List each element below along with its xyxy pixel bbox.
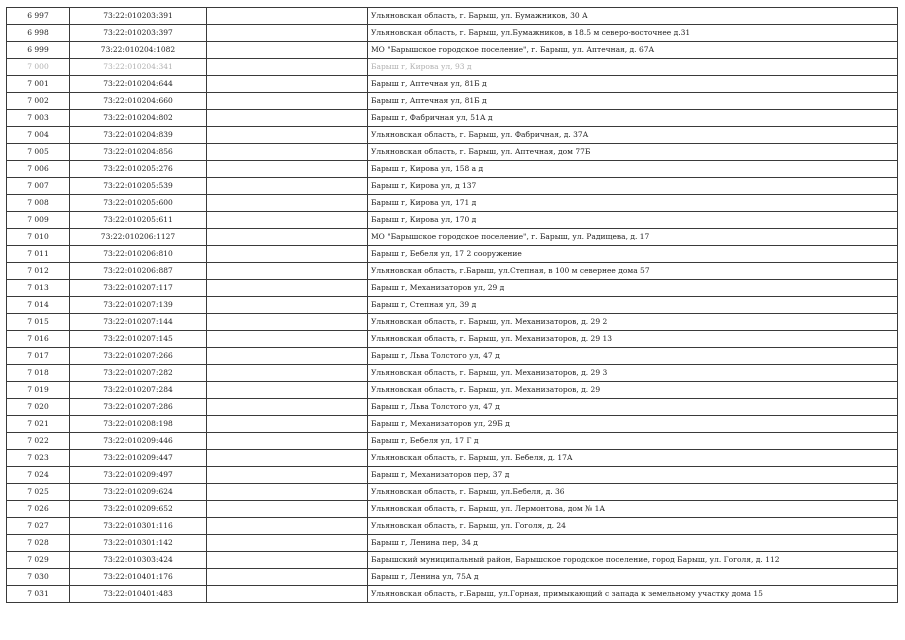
cadastral-number-cell: 73:22:010401:176 [70,569,207,586]
row-number-cell: 6 998 [7,25,70,42]
empty-cell [207,93,368,110]
row-number-cell: 7 020 [7,399,70,416]
address-cell: Барыш г, Механизаторов ул, 29 д [368,280,898,297]
empty-cell [207,178,368,195]
cadastral-number-cell: 73:22:010204:839 [70,127,207,144]
row-number-cell: 7 028 [7,535,70,552]
address-cell: Барыш г, Кирова ул, 170 д [368,212,898,229]
empty-cell [207,25,368,42]
address-cell: Ульяновская область, г. Барыш, ул. Аптечная, дом 77Б [368,144,898,161]
empty-cell [207,297,368,314]
cadastral-number-cell: 73:22:010209:497 [70,467,207,484]
row-number-cell: 7 030 [7,569,70,586]
cadastral-number-cell: 73:22:010207:284 [70,382,207,399]
address-cell: Барыш г, Бебеля ул, 17 2 сооружение [368,246,898,263]
address-cell: Ульяновская область, г. Барыш, ул. Бебеля, д. 17А [368,450,898,467]
table-row [7,586,898,603]
cadastral-number-cell: 73:22:010303:424 [70,552,207,569]
cadastral-number-cell: 73:22:010204:660 [70,93,207,110]
table-row [7,127,898,144]
row-number-cell: 7 005 [7,144,70,161]
row-number-cell: 6 997 [7,8,70,25]
address-cell: Ульяновская область, г. Барыш, ул. Механизаторов, д. 29 3 [368,365,898,382]
address-cell: Барышский муниципальный район, Барышское городское поселение, город Барыш, ул. Гоголя, д. 112 [368,552,898,569]
address-cell: Ульяновская область, г. Барыш, ул. Механизаторов, д. 29 13 [368,331,898,348]
cadastral-number-cell: 73:22:010207:282 [70,365,207,382]
row-number-cell: 7 013 [7,280,70,297]
cadastral-number-cell: 73:22:010207:266 [70,348,207,365]
empty-cell [207,399,368,416]
empty-cell [207,569,368,586]
address-cell: Ульяновская область, г. Барыш, ул.Бебеля, д. 36 [368,484,898,501]
row-number-cell: 7 014 [7,297,70,314]
table-row [7,416,898,433]
cadastral-number-cell: 73:22:010206:1127 [70,229,207,246]
table-row [7,25,898,42]
table-row [7,110,898,127]
cadastral-number-cell: 73:22:010205:539 [70,178,207,195]
empty-cell [207,484,368,501]
cadastral-number-cell: 73:22:010209:447 [70,450,207,467]
empty-cell [207,535,368,552]
table-row [7,246,898,263]
empty-cell [207,76,368,93]
address-cell: Ульяновская область, г. Барыш, ул. Бумажников, 30 А [368,8,898,25]
empty-cell [207,365,368,382]
cadastral-number-cell: 73:22:010204:1082 [70,42,207,59]
row-number-cell: 7 001 [7,76,70,93]
address-cell: Ульяновская область, г. Барыш, ул. Фабричная, д. 37А [368,127,898,144]
table-row [7,552,898,569]
table-row [7,535,898,552]
empty-cell [207,110,368,127]
table-row [7,467,898,484]
empty-cell [207,416,368,433]
row-number-cell: 7 010 [7,229,70,246]
address-cell: Барыш г, Механизаторов ул, 29Б д [368,416,898,433]
table-row [7,433,898,450]
table-row [7,382,898,399]
empty-cell [207,467,368,484]
table-row [7,365,898,382]
address-cell: Барыш г, Аптечная ул, 81Б д [368,93,898,110]
table-row [7,314,898,331]
cadastral-number-cell: 73:22:010205:600 [70,195,207,212]
table-row [7,501,898,518]
row-number-cell: 7 022 [7,433,70,450]
cadastral-number-cell: 73:22:010207:145 [70,331,207,348]
cadastral-number-cell: 73:22:010207:139 [70,297,207,314]
row-number-cell: 7 006 [7,161,70,178]
address-cell: Барыш г, Кирова ул, 158 а д [368,161,898,178]
table-row [7,59,898,76]
row-number-cell: 7 004 [7,127,70,144]
table-row [7,569,898,586]
empty-cell [207,59,368,76]
row-number-cell: 7 003 [7,110,70,127]
table-row [7,399,898,416]
cadastral-number-cell: 73:22:010401:483 [70,586,207,603]
cadastral-number-cell: 73:22:010204:856 [70,144,207,161]
row-number-cell: 7 007 [7,178,70,195]
address-cell: Ульяновская область, г. Барыш, ул. Механизаторов, д. 29 [368,382,898,399]
cadastral-number-cell: 73:22:010207:117 [70,280,207,297]
empty-cell [207,144,368,161]
row-number-cell: 7 023 [7,450,70,467]
row-number-cell: 7 016 [7,331,70,348]
empty-cell [207,229,368,246]
row-number-cell: 7 026 [7,501,70,518]
table-row [7,212,898,229]
cadastral-number-cell: 73:22:010203:391 [70,8,207,25]
address-cell: Ульяновская область, г. Барыш, ул. Механизаторов, д. 29 2 [368,314,898,331]
cadastral-number-cell: 73:22:010203:397 [70,25,207,42]
address-cell: Барыш г, Ленина ул, 75А д [368,569,898,586]
empty-cell [207,552,368,569]
table-row [7,450,898,467]
row-number-cell: 7 008 [7,195,70,212]
cadastral-number-cell: 73:22:010209:446 [70,433,207,450]
address-cell: Барыш г, Фабричная ул, 51А д [368,110,898,127]
table-row [7,484,898,501]
empty-cell [207,8,368,25]
table-row [7,42,898,59]
cadastral-number-cell: 73:22:010206:887 [70,263,207,280]
address-cell: Барыш г, Кирова ул, д 137 [368,178,898,195]
cadastral-number-cell: 73:22:010301:116 [70,518,207,535]
row-number-cell: 7 024 [7,467,70,484]
table-row [7,518,898,535]
empty-cell [207,382,368,399]
address-cell: Ульяновская область, г. Барыш, ул.Бумажников, в 18.5 м северо-восточнее д.31 [368,25,898,42]
address-cell: МО "Барышское городское поселение", г. Барыш, ул. Аптечная, д. 67А [368,42,898,59]
address-cell: Барыш г, Аптечная ул, 81Б д [368,76,898,93]
cadastral-number-cell: 73:22:010204:644 [70,76,207,93]
register-table [6,7,898,603]
cadastral-number-cell: 73:22:010204:341 [70,59,207,76]
row-number-cell: 7 031 [7,586,70,603]
table-row [7,93,898,110]
table-row [7,348,898,365]
cadastral-number-cell: 73:22:010301:142 [70,535,207,552]
register-table-body [7,8,898,603]
empty-cell [207,42,368,59]
empty-cell [207,212,368,229]
address-cell: Ульяновская область, г. Барыш, ул. Лермонтова, дом № 1А [368,501,898,518]
empty-cell [207,127,368,144]
table-row [7,229,898,246]
row-number-cell: 6 999 [7,42,70,59]
table-row [7,161,898,178]
empty-cell [207,348,368,365]
empty-cell [207,331,368,348]
address-cell: Ульяновская область, г.Барыш, ул.Горная, примыкающий с запада к земельному участку дома 15 [368,586,898,603]
address-cell: МО "Барышское городское поселение", г. Барыш, ул. Радищева, д. 17 [368,229,898,246]
row-number-cell: 7 018 [7,365,70,382]
row-number-cell: 7 015 [7,314,70,331]
cadastral-number-cell: 73:22:010206:810 [70,246,207,263]
table-row [7,144,898,161]
table-row [7,331,898,348]
empty-cell [207,501,368,518]
table-row [7,178,898,195]
address-cell: Барыш г, Ленина пер, 34 д [368,535,898,552]
row-number-cell: 7 029 [7,552,70,569]
cadastral-number-cell: 73:22:010208:198 [70,416,207,433]
row-number-cell: 7 017 [7,348,70,365]
address-cell: Ульяновская область, г.Барыш, ул.Степная, в 100 м севернее дома 57 [368,263,898,280]
empty-cell [207,450,368,467]
cadastral-number-cell: 73:22:010205:276 [70,161,207,178]
empty-cell [207,433,368,450]
address-cell: Барыш г, Льва Толстого ул, 47 д [368,399,898,416]
empty-cell [207,280,368,297]
cadastral-number-cell: 73:22:010207:144 [70,314,207,331]
cadastral-number-cell: 73:22:010209:624 [70,484,207,501]
table-row [7,195,898,212]
empty-cell [207,518,368,535]
row-number-cell: 7 025 [7,484,70,501]
address-cell: Барыш г, Кирова ул, 171 д [368,195,898,212]
empty-cell [207,161,368,178]
empty-cell [207,195,368,212]
address-cell: Барыш г, Льва Толстого ул, 47 д [368,348,898,365]
empty-cell [207,246,368,263]
row-number-cell: 7 021 [7,416,70,433]
empty-cell [207,263,368,280]
table-row [7,297,898,314]
address-cell: Барыш г, Кирова ул, 93 д [368,59,898,76]
address-cell: Барыш г, Бебеля ул, 17 Г д [368,433,898,450]
address-cell: Ульяновская область, г. Барыш, ул. Гоголя, д. 24 [368,518,898,535]
empty-cell [207,586,368,603]
table-row [7,280,898,297]
row-number-cell: 7 012 [7,263,70,280]
row-number-cell: 7 000 [7,59,70,76]
cadastral-number-cell: 73:22:010207:286 [70,399,207,416]
address-cell: Барыш г, Механизаторов пер, 37 д [368,467,898,484]
cadastral-number-cell: 73:22:010204:802 [70,110,207,127]
table-row [7,263,898,280]
table-row [7,76,898,93]
row-number-cell: 7 011 [7,246,70,263]
row-number-cell: 7 027 [7,518,70,535]
empty-cell [207,314,368,331]
cadastral-number-cell: 73:22:010205:611 [70,212,207,229]
row-number-cell: 7 009 [7,212,70,229]
cadastral-number-cell: 73:22:010209:652 [70,501,207,518]
row-number-cell: 7 002 [7,93,70,110]
table-row [7,8,898,25]
address-cell: Барыш г, Степная ул, 39 д [368,297,898,314]
row-number-cell: 7 019 [7,382,70,399]
